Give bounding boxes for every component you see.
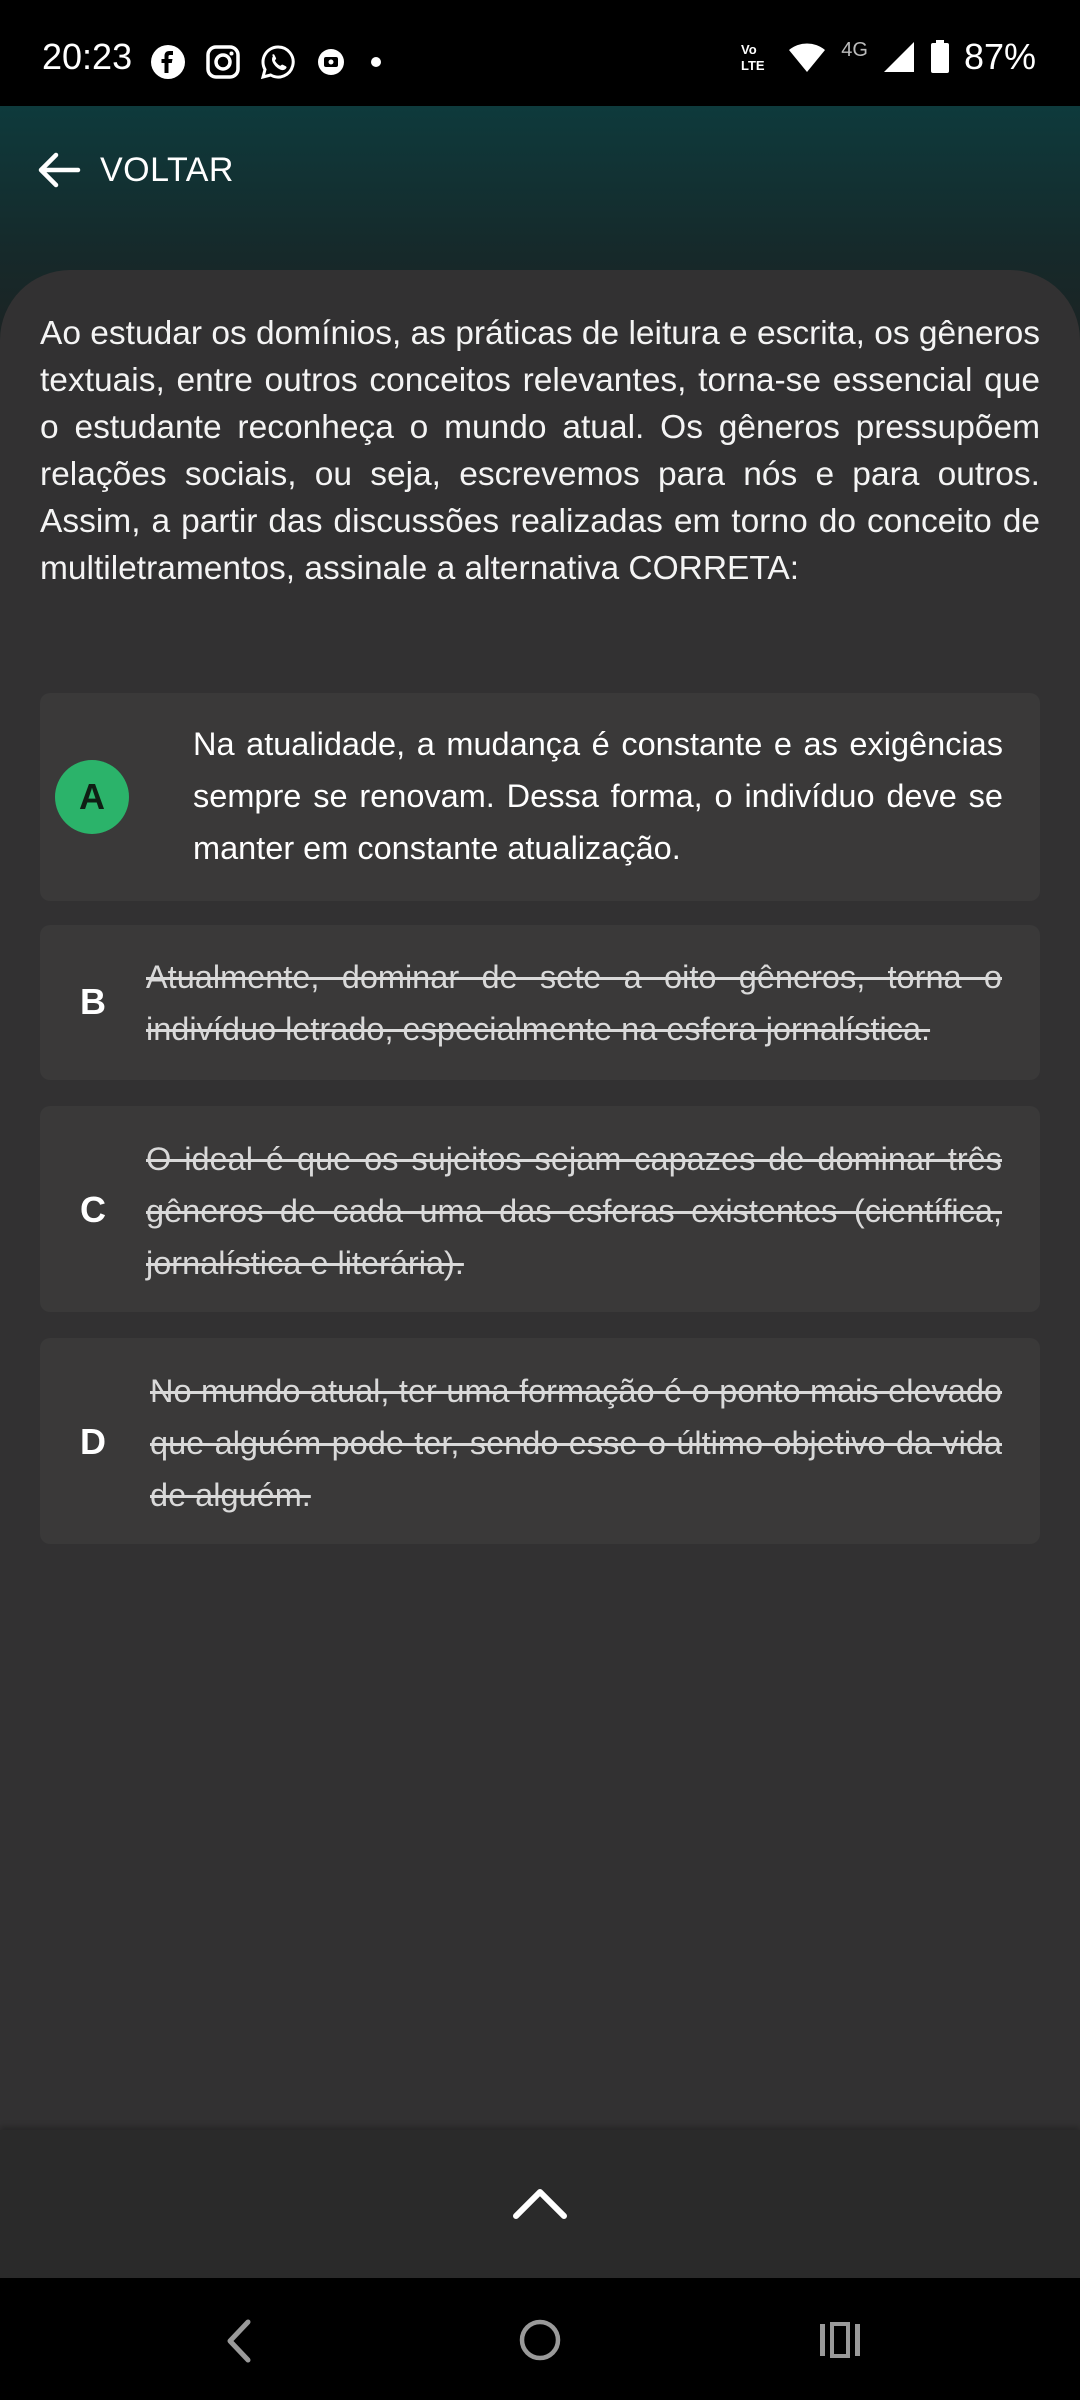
option-b-text: Atualmente, dominar de sete a oito gêneros, torna o indivíduo letrado, especialmente na esfera jornalística. [146, 959, 1002, 1047]
instagram-icon [206, 45, 240, 79]
back-label: VOLTAR [100, 150, 234, 189]
signal-icon [882, 40, 916, 74]
nav-recents-icon[interactable] [818, 2320, 862, 2360]
option-d-letter: D [80, 1421, 106, 1462]
wifi-icon [787, 40, 827, 74]
svg-text:LTE: LTE [741, 58, 765, 73]
nav-home-icon[interactable] [518, 2318, 562, 2362]
nav-back-icon[interactable] [220, 2316, 260, 2366]
dot-icon [366, 52, 386, 72]
arrow-left-icon [36, 150, 82, 190]
battery-percentage: 87% [963, 36, 1036, 77]
screen-record-icon [316, 47, 346, 77]
svg-text:Vo: Vo [741, 42, 757, 57]
option-c-text: O ideal é que os sujeitos sejam capazes de dominar três gêneros de cada uma das esferas existentes (científica, jornalística e literária). [146, 1141, 1002, 1281]
battery-icon [930, 40, 950, 74]
status-bar [0, 0, 1080, 106]
option-a-text: Na atualidade, a mudança é constante e as exigências sempre se renovam. Dessa forma, o indivíduo deve se manter em constante atualização. [193, 726, 1003, 866]
option-a-letter-badge: A [55, 760, 129, 834]
navigation-bar [0, 2278, 1080, 2400]
back-button[interactable] [36, 150, 234, 190]
option-a[interactable] [40, 693, 1040, 901]
network-type: 4G [841, 38, 868, 61]
facebook-icon [150, 44, 186, 80]
option-c[interactable] [40, 1106, 1040, 1312]
option-d-text: No mundo atual, ter uma formação é o ponto mais elevado que alguém pode ter, sendo esse o último objetivo da vida de alguém. [150, 1373, 1002, 1513]
notification-icons [150, 44, 386, 80]
option-b-letter: B [80, 981, 106, 1022]
option-c-letter: C [80, 1189, 106, 1230]
option-d[interactable] [40, 1338, 1040, 1544]
whatsapp-icon [260, 44, 296, 80]
system-status [739, 36, 1036, 78]
chevron-up-icon[interactable] [510, 2182, 570, 2222]
option-b[interactable] [40, 925, 1040, 1080]
bottom-panel [0, 2130, 1080, 2278]
volte-icon [739, 40, 773, 74]
question-text: Ao estudar os domínios, as práticas de leitura e escrita, os gêneros textuais, entre outros conceitos relevantes, torna-se essencial que o estudante reconheça o mundo atual. Os gêneros pressupõem relações sociais, ou seja, escrevemos para nós e para outros. Assim, a partir das discussões realizadas em torno do conceito de multiletramentos, assinale a alternativa CORRETA: [40, 315, 1040, 587]
status-time: 20:23 [42, 36, 133, 77]
